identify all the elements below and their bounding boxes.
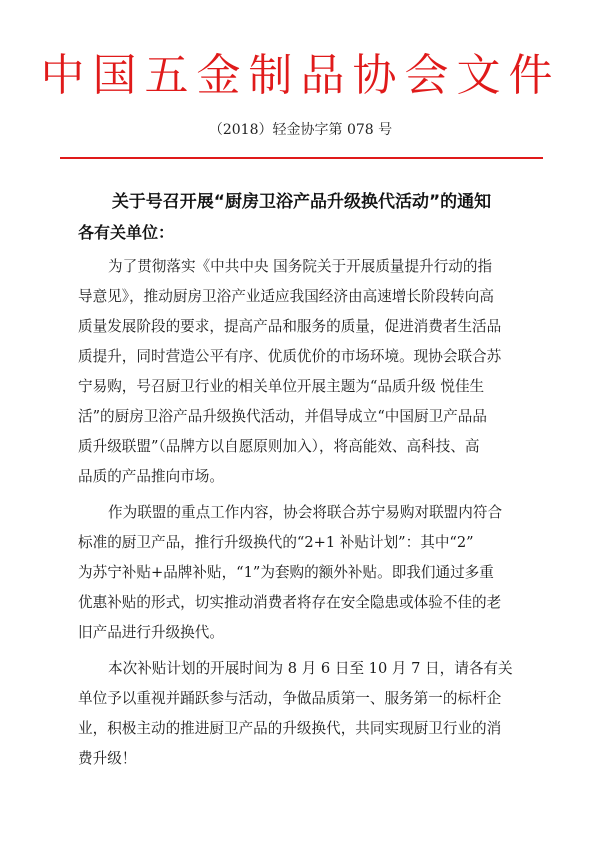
paragraph-line: 单位予以重视并踊跃参与活动，争做品质第一、服务第一的标杆企	[78, 690, 502, 707]
paragraph-line: 为了贯彻落实《中共中央 国务院关于开展质量提升行动的指	[108, 258, 493, 275]
paragraph-line: 活”的厨房卫浴产品升级换代活动，并倡导成立“中国厨卫产品品	[78, 408, 487, 425]
document-number: （2018）轻金协字第 078 号	[208, 122, 393, 138]
red-divider-rule	[60, 157, 543, 159]
paragraph-line: 本次补贴计划的开展时间为 8 月 6 日至 10 月 7 日，请各有关	[108, 660, 513, 677]
paragraph-line: 导意见》，推动厨房卫浴产业适应我国经济由高速增长阶段转向高	[78, 288, 494, 305]
masthead-title: 中国五金制品协会文件	[40, 50, 561, 101]
paragraph-line: 旧产品进行升级换代。	[78, 624, 224, 641]
paragraph-line: 业，积极主动的推进厨卫产品的升级换代，共同实现厨卫行业的消	[78, 720, 502, 737]
body-paragraph	[78, 654, 520, 774]
paragraph-line: 费升级！	[78, 750, 137, 767]
paragraph-line: 品质的产品推向市场。	[78, 468, 224, 485]
body-paragraph	[78, 252, 520, 492]
paragraph-line: 标准的厨卫产品，推行升级换代的“2+1 补贴计划”：其中“2”	[78, 534, 474, 551]
paragraph-line: 宁易购，号召厨卫行业的相关单位开展主题为“品质升级 悦佳生	[78, 378, 485, 395]
paragraph-line: 为苏宁补贴+品牌补贴，“1”为套购的额外补贴。即我们通过多重	[78, 564, 494, 581]
notice-body	[78, 252, 520, 780]
paragraph-line: 作为联盟的重点工作内容，协会将联合苏宁易购对联盟内符合	[108, 504, 503, 521]
paragraph-line: 质量发展阶段的要求，提高产品和服务的质量，促进消费者生活品	[78, 318, 502, 335]
paragraph-line: 质提升，同时营造公平有序、优质优价的市场环境。现协会联合苏	[78, 348, 502, 365]
salutation: 各有关单位：	[78, 223, 175, 242]
paragraph-line: 质升级联盟”（品牌方以自愿原则加入），将高能效、高科技、高	[78, 438, 480, 455]
body-paragraph	[78, 498, 520, 648]
notice-title: 关于号召开展“厨房卫浴产品升级换代活动”的通知	[111, 192, 492, 212]
paragraph-line: 优惠补贴的形式，切实推动消费者将存在安全隐患或体验不佳的老	[78, 594, 502, 611]
